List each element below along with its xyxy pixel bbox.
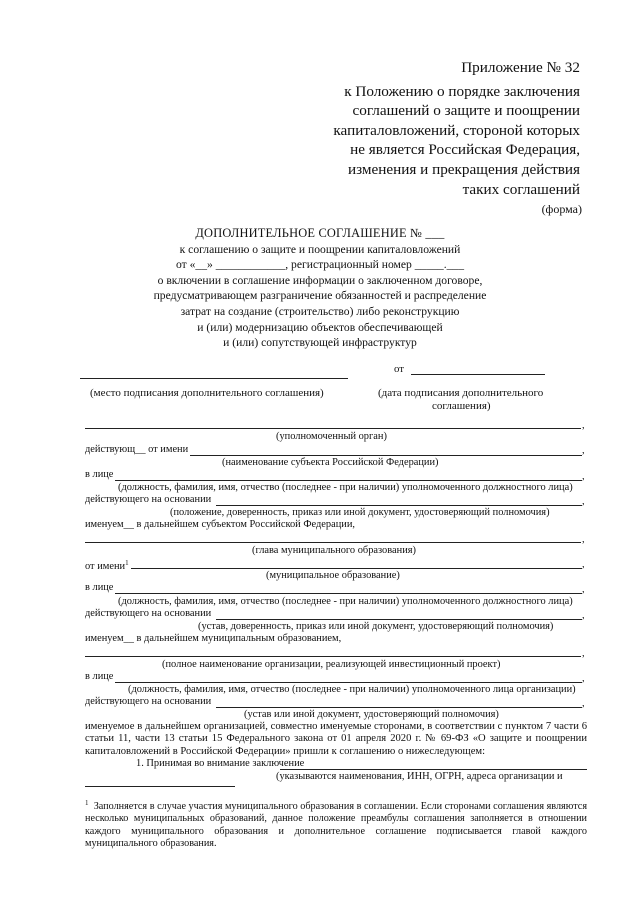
official-line bbox=[115, 593, 582, 594]
title-line: затрат на создание (строительство) либо реконструкцию bbox=[180, 304, 460, 318]
official-line bbox=[115, 480, 582, 481]
agreement-title bbox=[80, 226, 560, 351]
header-line: таких соглашений bbox=[462, 180, 580, 198]
on-behalf-text: от имени bbox=[85, 561, 126, 572]
footnote bbox=[85, 797, 587, 851]
date-line bbox=[411, 374, 545, 375]
header-line: изменения и прекращения действия bbox=[347, 160, 580, 178]
in-person-label: в лице bbox=[85, 671, 114, 682]
comma: , bbox=[582, 584, 585, 595]
caption-mo: (муниципальное образование) bbox=[266, 570, 400, 581]
date-caption: соглашения) bbox=[432, 400, 491, 412]
basis-line bbox=[216, 619, 582, 620]
footnote-text: Заполняется в случае участия муниципального образования в соглашении. Если сторонами соглашения являются несколько муниципальных образований, данное положение преамбулы соглашения заполняется в отношении каждого муниципального образования и дополнительное соглашение подписывается главой каждого муниципального образования. bbox=[85, 801, 588, 850]
caption-head-mo: (глава муниципального образования) bbox=[252, 545, 416, 556]
header-line: не является Российская Федерация, bbox=[350, 141, 580, 159]
place-line bbox=[80, 378, 348, 379]
comma: , bbox=[582, 445, 585, 456]
in-person-label: в лице bbox=[85, 469, 114, 480]
item-1-label: 1. Принимая во внимание заключение bbox=[136, 758, 305, 769]
comma: , bbox=[582, 420, 585, 431]
title-line: ДОПОЛНИТЕЛЬНОЕ СОГЛАШЕНИЕ № ___ bbox=[195, 226, 445, 240]
mo-line bbox=[131, 568, 582, 569]
authority-line bbox=[85, 428, 581, 429]
title-line: о включении в соглашение информации о заключенном договоре, bbox=[157, 273, 483, 287]
hereinafter-mo: именуем__ в дальнейшем муниципальным образованием, bbox=[85, 633, 342, 644]
appendix-number: Приложение № 32 bbox=[461, 59, 580, 76]
caption-official: (должность, фамилия, имя, отчество (последнее - при наличии) уполномоченного должностного лица) bbox=[118, 596, 573, 607]
title-line: к соглашению о защите и поощрении капиталовложений bbox=[179, 242, 461, 256]
caption-basis: (устав или иной документ, удостоверяющий полномочия) bbox=[244, 709, 499, 720]
conclusion-line bbox=[280, 769, 587, 770]
official-line bbox=[115, 682, 582, 683]
caption-authority: (уполномоченный орган) bbox=[276, 431, 387, 442]
acting-on-behalf-label: действующ__ от имени bbox=[85, 444, 189, 455]
org-line bbox=[85, 656, 581, 657]
caption-basis: (положение, доверенность, приказ или иной документ, удостоверяющий полномочия) bbox=[170, 507, 550, 518]
header-line: соглашений о защите и поощрении bbox=[352, 102, 580, 120]
on-behalf-label bbox=[85, 557, 129, 574]
comma: , bbox=[582, 534, 585, 545]
caption-official: (должность, фамилия, имя, отчество (последнее - при наличии) уполномоченного должностного лица) bbox=[118, 482, 573, 493]
from-label: от bbox=[394, 363, 404, 375]
hereinafter-subject: именуем__ в дальнейшем субъектом Российской Федерации, bbox=[85, 519, 355, 530]
comma: , bbox=[582, 559, 585, 570]
main-paragraph: именуемое в дальнейшем организацией, совместно именуемые сторонами, в соответствии с пунктом 7 части 6 статьи 11, части 13 статьи 15 Федерального закона от 01 апреля 2020 г. № 69-ФЗ «О защите и поощрении капиталовложений в Российской Федерации» пришли к соглашению о нижеследующем: bbox=[85, 721, 587, 757]
title-line: от «__» ____________, регистрационный номер _____.___ bbox=[176, 258, 464, 272]
header-line: капиталовложений, стороной которых bbox=[333, 121, 580, 139]
date-caption: (дата подписания дополнительного bbox=[378, 387, 544, 399]
caption-org: (полное наименование организации, реализующей инвестиционный проект) bbox=[162, 659, 501, 670]
comma: , bbox=[582, 471, 585, 482]
form-label: (форма) bbox=[541, 202, 582, 216]
place-caption: (место подписания дополнительного соглашения) bbox=[90, 387, 324, 399]
basis-line bbox=[216, 707, 582, 708]
caption-official: (должность, фамилия, имя, отчество (последнее - при наличии) уполномоченного лица организации) bbox=[128, 684, 576, 695]
acting-basis-label: действующего на основании bbox=[85, 608, 212, 619]
header-line: к Положению о порядке заключения bbox=[344, 82, 580, 100]
comma: , bbox=[582, 698, 585, 709]
comma: , bbox=[582, 496, 585, 507]
title-line: предусматривающем разграничение обязанностей и распределение bbox=[153, 289, 487, 303]
footnote-reference: 1 bbox=[125, 559, 129, 567]
appendix-header bbox=[260, 58, 580, 199]
acting-basis-label: действующего на основании bbox=[85, 696, 212, 707]
acting-basis-label: действующего на основании bbox=[85, 494, 212, 505]
title-line: и (или) сопутствующей инфраструктур bbox=[223, 336, 417, 350]
basis-line bbox=[216, 505, 582, 506]
caption-item-1: (указываются наименования, ИНН, ОГРН, адреса организации и bbox=[276, 771, 563, 782]
head-mo-line bbox=[85, 542, 581, 543]
footnote-separator bbox=[85, 786, 235, 787]
comma: , bbox=[582, 673, 585, 684]
footnote-mark: 1 bbox=[85, 799, 89, 807]
in-person-label: в лице bbox=[85, 582, 114, 593]
subject-line bbox=[190, 455, 582, 456]
comma: , bbox=[582, 610, 585, 621]
title-line: и (или) модернизацию объектов обеспечивающей bbox=[197, 320, 443, 334]
comma: , bbox=[582, 648, 585, 659]
caption-basis: (устав, доверенность, приказ или иной документ, удостоверяющий полномочия) bbox=[198, 621, 554, 632]
caption-subject: (наименование субъекта Российской Федерации) bbox=[222, 457, 439, 468]
